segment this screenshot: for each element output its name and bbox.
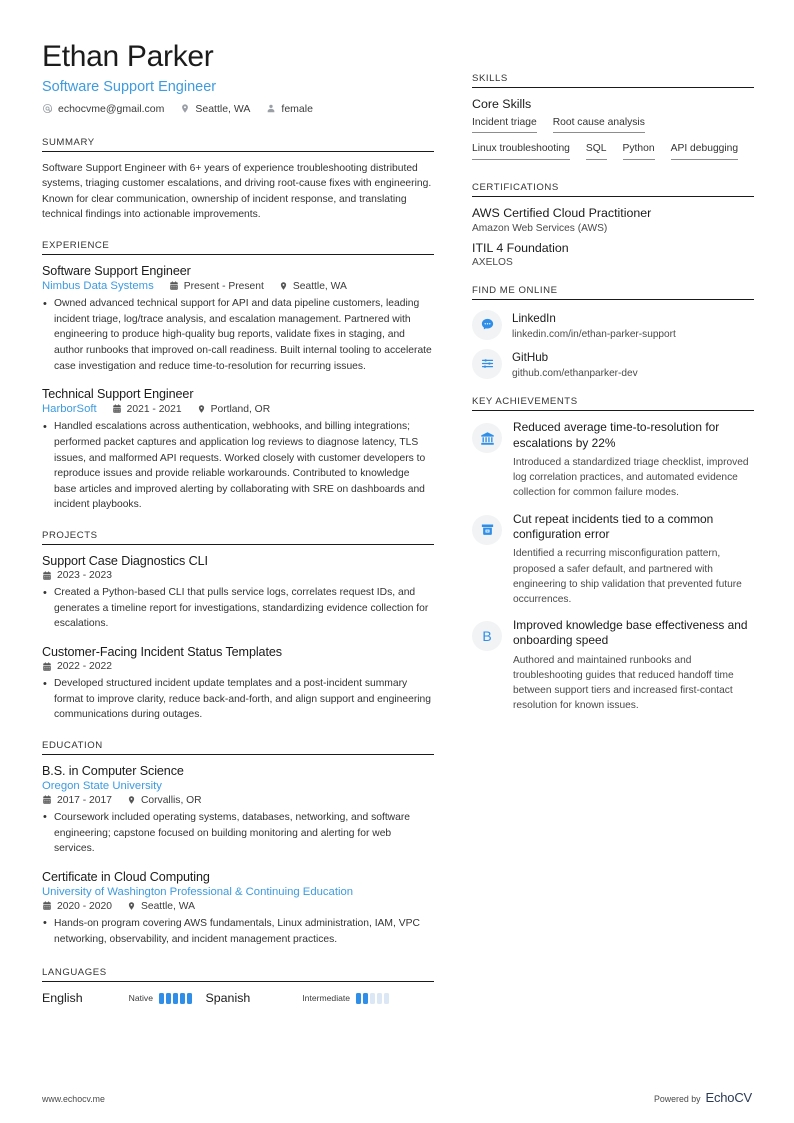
footer-powered-by — [654, 1090, 752, 1105]
language-proficiency-dots — [356, 993, 389, 1004]
education-bullets — [42, 810, 434, 857]
education-meta — [42, 901, 434, 912]
experience-entry — [42, 264, 434, 374]
project-dates-text: 2023 - 2023 — [57, 570, 112, 582]
certification-item — [472, 206, 754, 234]
right-column — [472, 73, 754, 731]
job-location-text: Portland, OR — [210, 403, 271, 415]
achievement-title: Reduced average time-to-resolution for escalations by 22% — [513, 420, 720, 450]
skill-tag: Python — [623, 142, 655, 160]
certification-item — [472, 241, 754, 269]
calendar-icon — [42, 795, 52, 805]
language-level: Intermediate — [302, 993, 351, 1004]
job-bullet: • Handled escalations across authentication, webhooks, and billing integrations; performed packet captures and application log reviews to diagnose latency, TLS issues, and malformed API requests. Worked closely with customer developers to reproduce issues and provide reliable workarounds. Contributed to knowledge base articles and improved alerting by collaborating with SRE on dashboards and incident playbooks. — [42, 419, 434, 513]
project-dates — [42, 661, 112, 672]
online-profile-github[interactable] — [472, 348, 754, 379]
chat-bubble-icon — [472, 310, 502, 340]
language-item — [206, 991, 389, 1005]
job-dates-text: 2021 - 2021 — [126, 403, 182, 415]
proficiency-dot — [384, 993, 389, 1004]
language-proficiency-dots — [159, 993, 192, 1004]
project-bullets — [42, 585, 434, 632]
certification-title: ITIL 4 Foundation — [472, 240, 569, 255]
section-heading-languages: LANGUAGES — [42, 967, 434, 982]
person-icon — [266, 103, 276, 114]
achievement-description: Identified a recurring misconfiguration pattern, proposed a safer default, and partnered with engineering to ship validation that prevented future occurrences. — [513, 548, 742, 605]
degree-title: B.S. in Computer Science — [42, 763, 184, 778]
job-bullet: • Owned advanced technical support for API and data pipeline customers, leading incident triage, log/trace analysis, and escalation management. Partnered with engineering to produce high-quality bug reports, validate fixes in staging, and author runbooks that improved on-call readiness. Built internal tooling to accelerate case investigation and reduce time-to-resolution for recurring issues. — [42, 296, 434, 374]
email-icon — [42, 103, 53, 114]
calendar-icon — [42, 901, 52, 911]
online-profile-label: LinkedIn — [512, 312, 556, 326]
online-profile-url[interactable]: github.com/ethanparker-dev — [512, 368, 638, 380]
job-title: Software Support Engineer — [42, 264, 191, 279]
section-heading-projects: PROJECTS — [42, 530, 434, 545]
footer-brand: EchoCV — [705, 1090, 752, 1105]
location-pin-icon — [127, 901, 136, 911]
job-dates-text: Present - Present — [183, 280, 264, 292]
job-meta — [42, 280, 434, 292]
achievement-item — [472, 512, 754, 607]
education-location-text: Corvallis, OR — [140, 794, 202, 806]
online-profile-url[interactable]: linkedin.com/in/ethan-parker-support — [512, 329, 676, 341]
job-location-text: Seattle, WA — [292, 280, 347, 292]
achievement-text — [513, 618, 754, 713]
section-heading-experience: EXPERIENCE — [42, 240, 434, 255]
proficiency-dot — [159, 993, 164, 1004]
education-dates-text: 2017 - 2017 — [57, 794, 112, 806]
language-name: Spanish — [205, 991, 251, 1006]
project-entry — [42, 645, 434, 723]
project-dates — [42, 570, 112, 581]
proficiency-dot — [377, 993, 382, 1004]
section-heading-education: EDUCATION — [42, 740, 434, 755]
achievement-title: Cut repeat incidents tied to a common configuration error — [513, 511, 714, 541]
languages-row — [42, 991, 434, 1005]
certification-issuer: Amazon Web Services (AWS) — [472, 222, 608, 234]
education-bullets — [42, 916, 434, 947]
contact-location-text: Seattle, WA — [195, 102, 251, 115]
calendar-icon — [112, 404, 122, 414]
proficiency-dot — [166, 993, 171, 1004]
experience-entry — [42, 387, 434, 513]
project-entry — [42, 554, 434, 632]
location-pin-icon — [127, 795, 136, 805]
skill-tag: API debugging — [671, 142, 739, 160]
achievement-item — [472, 618, 754, 713]
achievement-description: Authored and maintained runbooks and troubleshooting guides that reduced handoff time between support tiers and increased first-contact resolution for known issues. — [513, 654, 734, 712]
education-meta — [42, 795, 434, 806]
location-pin-icon — [180, 103, 190, 114]
professional-headline: Software Support Engineer — [42, 78, 217, 95]
company-name[interactable]: Nimbus Data Systems — [42, 280, 154, 293]
achievement-item — [472, 420, 754, 500]
proficiency-dot — [187, 993, 192, 1004]
education-location — [127, 795, 202, 806]
job-meta — [42, 403, 434, 415]
language-name: English — [42, 991, 83, 1006]
job-dates — [169, 281, 264, 292]
company-name[interactable]: HarborSoft — [42, 403, 97, 416]
section-find-me-online — [472, 285, 754, 379]
proficiency-dot — [370, 993, 375, 1004]
section-key-achievements — [472, 396, 754, 713]
contact-email — [42, 103, 164, 115]
certification-issuer: AXELOS — [472, 257, 513, 269]
achievement-title: Improved knowledge base effectiveness and onboarding speed — [513, 617, 748, 648]
section-heading-skills: SKILLS — [472, 73, 754, 88]
contact-location — [180, 103, 250, 115]
section-education — [42, 740, 434, 947]
education-bullet: • Hands-on program covering AWS fundamentals, Linux administration, IAM, VPC networking, observability, and incident management practices. — [42, 916, 434, 947]
section-projects — [42, 530, 434, 723]
skill-tag: Linux troubleshooting — [472, 142, 570, 160]
achievement-text — [513, 420, 754, 500]
proficiency-dot — [363, 993, 368, 1004]
school-name[interactable]: University of Washington Professional & Continuing Education — [42, 885, 354, 898]
certification-title: AWS Certified Cloud Practitioner — [472, 206, 652, 221]
section-heading-summary: SUMMARY — [42, 137, 434, 152]
online-profile-text — [512, 309, 676, 340]
school-name[interactable]: Oregon State University — [42, 779, 162, 792]
calendar-icon — [42, 662, 52, 672]
page-footer — [42, 1090, 752, 1105]
sliders-icon — [472, 349, 502, 379]
footer-website[interactable]: www.echocv.me — [42, 1094, 105, 1104]
letter-b-icon: B — [472, 621, 502, 651]
achievement-description: Introduced a standardized triage checklist, improved log correlation practices, and automated evidence collection for common failure modes. — [513, 457, 749, 499]
achievement-text — [513, 512, 754, 607]
education-dates-text: 2020 - 2020 — [57, 900, 112, 912]
project-meta — [42, 661, 434, 672]
footer-powered-label: Powered by — [654, 1094, 701, 1104]
education-bullet: • Coursework included operating systems, databases, networking, and software engineering; capstone focused on building monitoring and alerting for web services. — [42, 810, 434, 857]
job-bullets — [42, 419, 434, 513]
section-heading-find-me-online: FIND ME ONLINE — [472, 285, 754, 300]
summary-text: Software Support Engineer with 6+ years of experience troubleshooting distributed systems, triaging customer escalations, and driving root-cause fixes with engineering. Known for clear communication, ownership of incident response, and translating technical findings into actionable improvements. — [42, 162, 432, 221]
skill-tag-list — [472, 116, 754, 166]
job-bullets — [42, 296, 434, 374]
project-bullets — [42, 676, 434, 723]
language-item — [42, 991, 192, 1005]
project-title: Customer-Facing Incident Status Templates — [42, 645, 282, 660]
project-dates-text: 2022 - 2022 — [57, 661, 112, 673]
section-languages — [42, 967, 434, 1005]
contact-gender-text: female — [281, 102, 313, 115]
bank-building-icon — [472, 423, 502, 453]
degree-title: Certificate in Cloud Computing — [42, 869, 210, 884]
job-location — [197, 404, 271, 415]
skill-tag: SQL — [586, 142, 607, 160]
project-title: Support Case Diagnostics CLI — [42, 554, 208, 569]
proficiency-dot — [180, 993, 185, 1004]
project-bullet: • Created a Python-based CLI that pulls service logs, correlates request IDs, and generates a timeline report for investigations, standardizing evidence collection for escalations. — [42, 585, 434, 632]
left-column — [42, 137, 434, 1023]
online-profile-label: GitHub — [512, 351, 549, 365]
online-profile-linkedin[interactable] — [472, 309, 754, 340]
section-heading-certifications: CERTIFICATIONS — [472, 182, 754, 197]
proficiency-dot — [173, 993, 178, 1004]
page-title: Ethan Parker — [42, 40, 214, 73]
location-pin-icon — [279, 281, 288, 291]
skill-group-title: Core Skills — [472, 96, 532, 111]
education-entry — [42, 764, 434, 857]
calendar-icon — [42, 571, 52, 581]
job-title: Technical Support Engineer — [42, 387, 194, 402]
job-location — [279, 281, 347, 292]
section-experience — [42, 240, 434, 513]
delete-box-icon — [472, 515, 502, 545]
section-certifications — [472, 182, 754, 268]
section-summary — [42, 137, 434, 224]
contact-email-text: echocvme@gmail.com — [58, 102, 165, 115]
project-meta — [42, 570, 434, 581]
project-bullet: • Developed structured incident update templates and a post-incident summary format to improve clarity, reduce back-and-forth, and align support and engineering communications during outages. — [42, 676, 434, 723]
education-entry — [42, 870, 434, 947]
job-dates — [112, 404, 182, 415]
section-skills — [472, 73, 754, 166]
skill-tag: Incident triage — [472, 116, 537, 134]
online-profile-text — [512, 348, 638, 379]
contact-gender — [266, 103, 313, 115]
skill-tag: Root cause analysis — [553, 116, 645, 134]
calendar-icon — [169, 281, 179, 291]
education-location — [127, 901, 195, 912]
education-dates — [42, 795, 112, 806]
education-location-text: Seattle, WA — [140, 900, 195, 912]
language-level: Native — [128, 993, 153, 1004]
location-pin-icon — [197, 404, 206, 414]
section-heading-key-achievements: KEY ACHIEVEMENTS — [472, 396, 754, 411]
education-dates — [42, 901, 112, 912]
proficiency-dot — [356, 993, 361, 1004]
